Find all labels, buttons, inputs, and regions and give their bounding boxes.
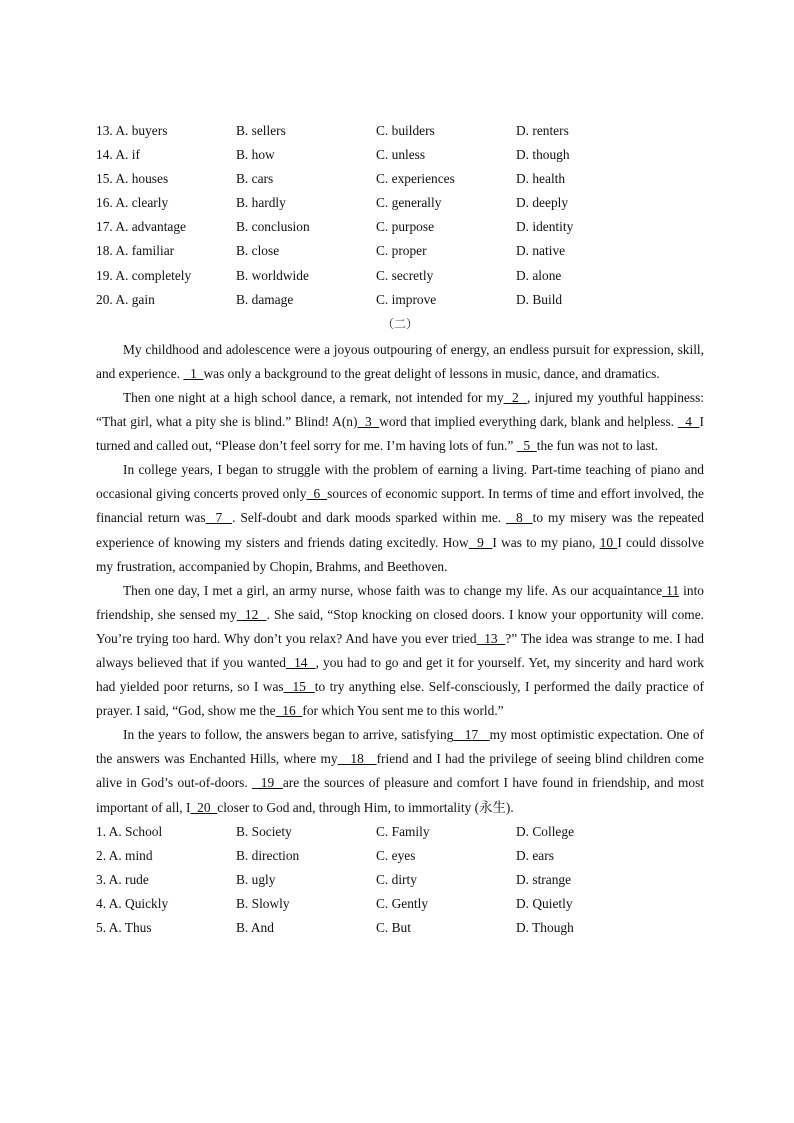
passage-text: In college years, I began to struggle with the problem of earning a living. Part-time teaching of piano and occasional giving concerts proved only [96,462,704,502]
options-list-13-20 [96,119,704,312]
option-b: B. ugly [236,871,276,887]
option-d: D. deeply [516,195,569,211]
option-d: D. alone [516,267,562,283]
blank-13: 13 [476,630,506,646]
blank-15: 15 [283,679,315,695]
option-b: B. Slowly [236,895,290,911]
passage-text: for which You sent me to this world.” [302,703,504,719]
blank-1: 1 [183,365,204,381]
option-d: D. College [516,823,575,839]
option-a-text: A. clearly [115,195,169,211]
option-a [96,191,168,215]
option-a [96,288,155,312]
option-b: B. direction [236,847,300,863]
option-d: D. Build [516,291,563,307]
blank-19: 19 [252,775,283,791]
question-number: 1. [96,823,107,839]
question-number: 20. [96,291,113,307]
option-a-text: A. School [108,823,163,839]
passage-text: was only a background to the great delight of lessons in music, dance, and dramatics. [203,365,660,381]
passage-text: the fun was not to last. [536,438,659,454]
options-list-1-5 [96,820,704,940]
paragraph-1 [96,338,704,386]
passage-text: friend and I had the privilege of seeing blind children come alive in God’s out-of-doors. [96,751,704,791]
option-d: D. health [516,171,566,187]
option-a [96,167,168,191]
passage-text: . Self-doubt and dark moods sparked within me. [232,510,507,526]
section-title: （二） [381,316,418,331]
question-number: 14. [96,147,113,163]
question-number: 16. [96,195,113,211]
option-b: B. close [236,243,280,259]
blank-9: 9 [468,534,493,550]
option-c: C. builders [376,123,435,138]
option-c: C. improve [376,291,437,307]
passage-text: closer to God and, through Him, to immortality (永生). [217,799,514,815]
passage-text: are the sources of pleasure and comfort I have found in friendship, and most important of all, I [96,775,704,815]
blank-2: 2 [503,389,528,405]
option-b: B. damage [236,291,294,307]
option-a [96,264,191,288]
option-a-text: A. Thus [108,920,152,935]
option-b: B. Society [236,823,292,839]
option-d: D. Though [516,920,574,935]
passage-text: I was to my piano, [492,534,600,550]
blank-10: 10 [599,534,618,550]
blank-5: 5 [516,438,537,454]
option-c: C. eyes [376,847,416,863]
option-d: D. ears [516,847,554,863]
option-a-text: A. gain [115,291,155,307]
option-row-4 [96,892,704,916]
passage-text: I turned and called out, “Please don’t feel sorry for me. I’m having lots of fun.” [96,414,704,454]
option-a-text: A. advantage [115,219,187,235]
blank-14: 14 [285,654,316,670]
option-b: B. hardly [236,195,286,211]
option-d: D. native [516,243,566,259]
option-d: D. renters [516,123,569,138]
blank-18: 18 [337,751,377,767]
option-a [96,892,168,916]
option-a [96,239,174,263]
option-c: C. experiences [376,171,455,187]
blank-6: 6 [306,486,328,502]
blank-8: 8 [506,510,533,526]
option-c: C. But [376,920,411,935]
passage-text: Then one night at a high school dance, a remark, not intended for my [123,389,504,405]
passage-text: word that implied everything dark, blank and helpless. [379,414,678,430]
option-row-16 [96,191,704,215]
question-number: 17. [96,219,113,235]
passage-text: my most optimistic expectation. One of the answers was Enchanted Hills, where my [96,727,704,767]
paragraph-5 [96,723,704,819]
option-row-17 [96,215,704,239]
question-number: 19. [96,267,113,283]
passage-text: into friendship, she sensed my [96,582,704,622]
paragraph-3 [96,458,704,578]
question-number: 4. [96,895,107,911]
passage-text: ?” The idea was strange to me. I had always believed that if you wanted [96,630,705,670]
option-b: B. how [236,147,275,163]
blank-16: 16 [275,703,303,719]
passage-text: to try anything else. Self-consciously, I performed the daily practice of prayer. I said, “God, show me the [96,679,704,719]
option-c: C. dirty [376,871,417,887]
option-c: C. generally [376,195,442,211]
option-row-1 [96,820,704,844]
option-d: D. strange [516,871,572,887]
passage-text: I could dissolve my frustration, accompanied by Chopin, Brahms, and Beethoven. [96,534,704,574]
option-c: C. proper [376,243,427,259]
document-page [96,119,704,940]
option-a-text: A. mind [108,847,153,863]
option-a [96,868,149,892]
paragraph-4 [96,579,704,724]
option-a-text: A. rude [108,871,149,887]
cloze-passage [96,338,704,820]
passage-text: to my misery was the repeated experience of knowing my sisters and friends dating excitedly. How [96,510,704,550]
passage-text: , you had to go and get it for yourself. Yet, my sincerity and hard work had yielded poor returns, so I was [96,654,704,695]
option-a-text: A. Quickly [108,895,169,911]
passage-text: sources of economic support. In terms of time and effort involved, the financial return was [96,486,704,526]
option-row-19 [96,264,704,288]
option-row-15 [96,167,704,191]
option-row-5 [96,916,704,940]
option-a-text: A. houses [115,171,169,187]
option-c: C. Family [376,823,430,839]
option-a [96,820,162,844]
option-d: D. though [516,147,570,163]
blank-7: 7 [205,510,233,526]
option-row-20 [96,288,704,312]
option-a [96,143,140,167]
blank-20: 20 [190,799,218,815]
option-c: C. unless [376,147,426,163]
blank-3: 3 [357,414,380,430]
blank-4: 4 [677,414,700,430]
option-row-18 [96,239,704,263]
question-number: 5. [96,920,107,935]
passage-text: My childhood and adolescence were a joyous outpouring of energy, an endless pursuit for expression, skill, and experience. [96,341,704,381]
option-a-text: A. if [115,147,140,163]
blank-12: 12 [236,606,267,622]
question-number: 2. [96,847,107,863]
option-a [96,916,152,940]
option-b: B. And [236,920,274,935]
question-number: 3. [96,871,107,887]
paragraph-2 [96,386,704,458]
option-c: C. purpose [376,219,435,235]
option-a [96,215,186,239]
option-a-text: A. familiar [115,243,175,259]
blank-11: 11 [662,582,680,598]
passage-text: . She said, “Stop knocking on closed doors. I know your opportunity will come. You’re trying too hard. Why don’t you relax? And have you ever tried [96,606,704,646]
option-b: B. cars [236,171,274,187]
option-row-14 [96,143,704,167]
passage-text: In the years to follow, the answers began to arrive, satisfying [123,727,454,743]
option-row-13 [96,119,704,143]
option-b: B. conclusion [236,219,310,235]
question-number: 15. [96,171,113,187]
option-c: C. Gently [376,895,429,911]
option-a-text: A. completely [115,267,192,283]
blank-17: 17 [453,727,490,743]
option-b: B. worldwide [236,267,309,283]
option-a-text: A. buyers [115,123,168,138]
option-c: C. secretly [376,267,434,283]
option-a [96,119,167,143]
option-row-2 [96,844,704,868]
option-d: D. identity [516,219,574,235]
question-number: 18. [96,243,113,259]
option-d: D. Quietly [516,895,573,911]
option-a [96,844,153,868]
option-b: B. sellers [236,123,286,138]
option-row-3 [96,868,704,892]
question-number: 13. [96,123,113,138]
passage-text: Then one day, I met a girl, an army nurse, whose faith was to change my life. As our acquaintance [123,582,663,598]
passage-text: , injured my youthful happiness: “That girl, what a pity she is blind.” Blind! A(n) [96,389,704,430]
